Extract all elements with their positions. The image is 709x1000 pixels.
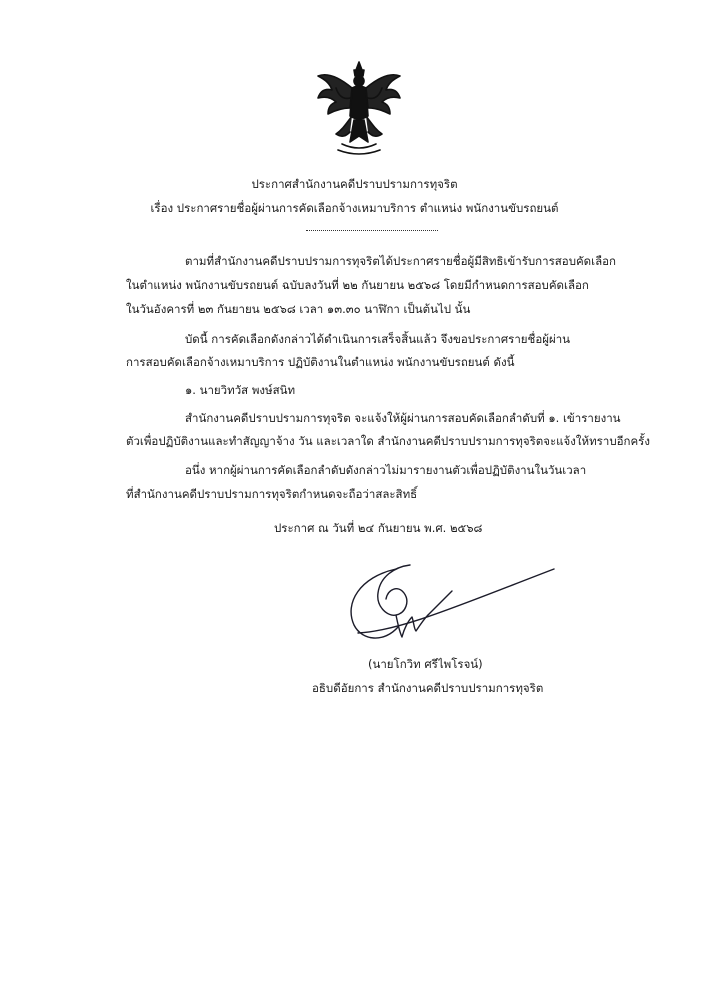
divider — [306, 230, 438, 231]
handwritten-signature — [340, 555, 560, 655]
announcement-subject: เรื่อง ประกาศรายชื่อผู้ผ่านการคัดเลือกจ้างเหมาบริการ ตำแหน่ง พนักงานขับรถยนต์ — [150, 201, 559, 215]
paragraph-1-line-2: ในตำแหน่ง พนักงานขับรถยนต์ ฉบับลงวันที่ ๒๒ กันยายน ๒๕๖๘ โดยมีกำหนดการสอบคัดเลือก — [126, 278, 589, 292]
paragraph-4-line-2: ที่สำนักงานคดีปราบปรามการทุจริตกำหนดจะถือว่าสละสิทธิ์ — [126, 487, 418, 501]
paragraph-2-line-1: บัดนี้ การคัดเลือกดังกล่าวได้ดำเนินการเสร็จสิ้นแล้ว จึงขอประกาศรายชื่อผู้ผ่าน — [185, 332, 571, 346]
list-item: ๑. นายวิทวัส พงษ์สนิท — [185, 383, 296, 397]
paragraph-2-line-2: การสอบคัดเลือกจ้างเหมาบริการ ปฏิบัติงานในตำแหน่ง พนักงานขับรถยนต์ ดังนี้ — [126, 355, 515, 369]
announcement-title: ประกาศสำนักงานคดีปราบปรามการทุจริต — [251, 177, 458, 191]
announcement-date: ประกาศ ณ วันที่ ๒๔ กันยายน พ.ศ. ๒๕๖๘ — [274, 521, 483, 535]
paragraph-4-line-1: อนึ่ง หากผู้ผ่านการคัดเลือกลำดับดังกล่าวไม่มารายงานตัวเพื่อปฏิบัติงานในวันเวลา — [185, 463, 587, 477]
garuda-emblem-icon — [312, 58, 406, 158]
paragraph-1-line-1: ตามที่สำนักงานคดีปราบปรามการทุจริตได้ประกาศรายชื่อผู้มีสิทธิเข้ารับการสอบคัดเลือก — [185, 254, 616, 268]
paragraph-1-line-3: ในวันอังคารที่ ๒๓ กันยายน ๒๕๖๘ เวลา ๑๓.๓๐ นาฬิกา เป็นต้นไป นั้น — [126, 302, 471, 316]
signer-name: (นายโกวิท ศรีไพโรจน์) — [368, 657, 483, 671]
paragraph-3-line-2: ตัวเพื่อปฏิบัติงานและทำสัญญาจ้าง วัน และเวลาใด สำนักงานคดีปราบปรามการทุจริตจะแจ้งให้ทราบอีกครั้ง — [126, 434, 650, 448]
signer-title: อธิบดีอัยการ สำนักงานคดีปราบปรามการทุจริต — [312, 681, 544, 695]
paragraph-3-line-1: สำนักงานคดีปราบปรามการทุจริต จะแจ้งให้ผู้ผ่านการสอบคัดเลือกลำดับที่ ๑. เข้ารายงาน — [185, 411, 621, 425]
